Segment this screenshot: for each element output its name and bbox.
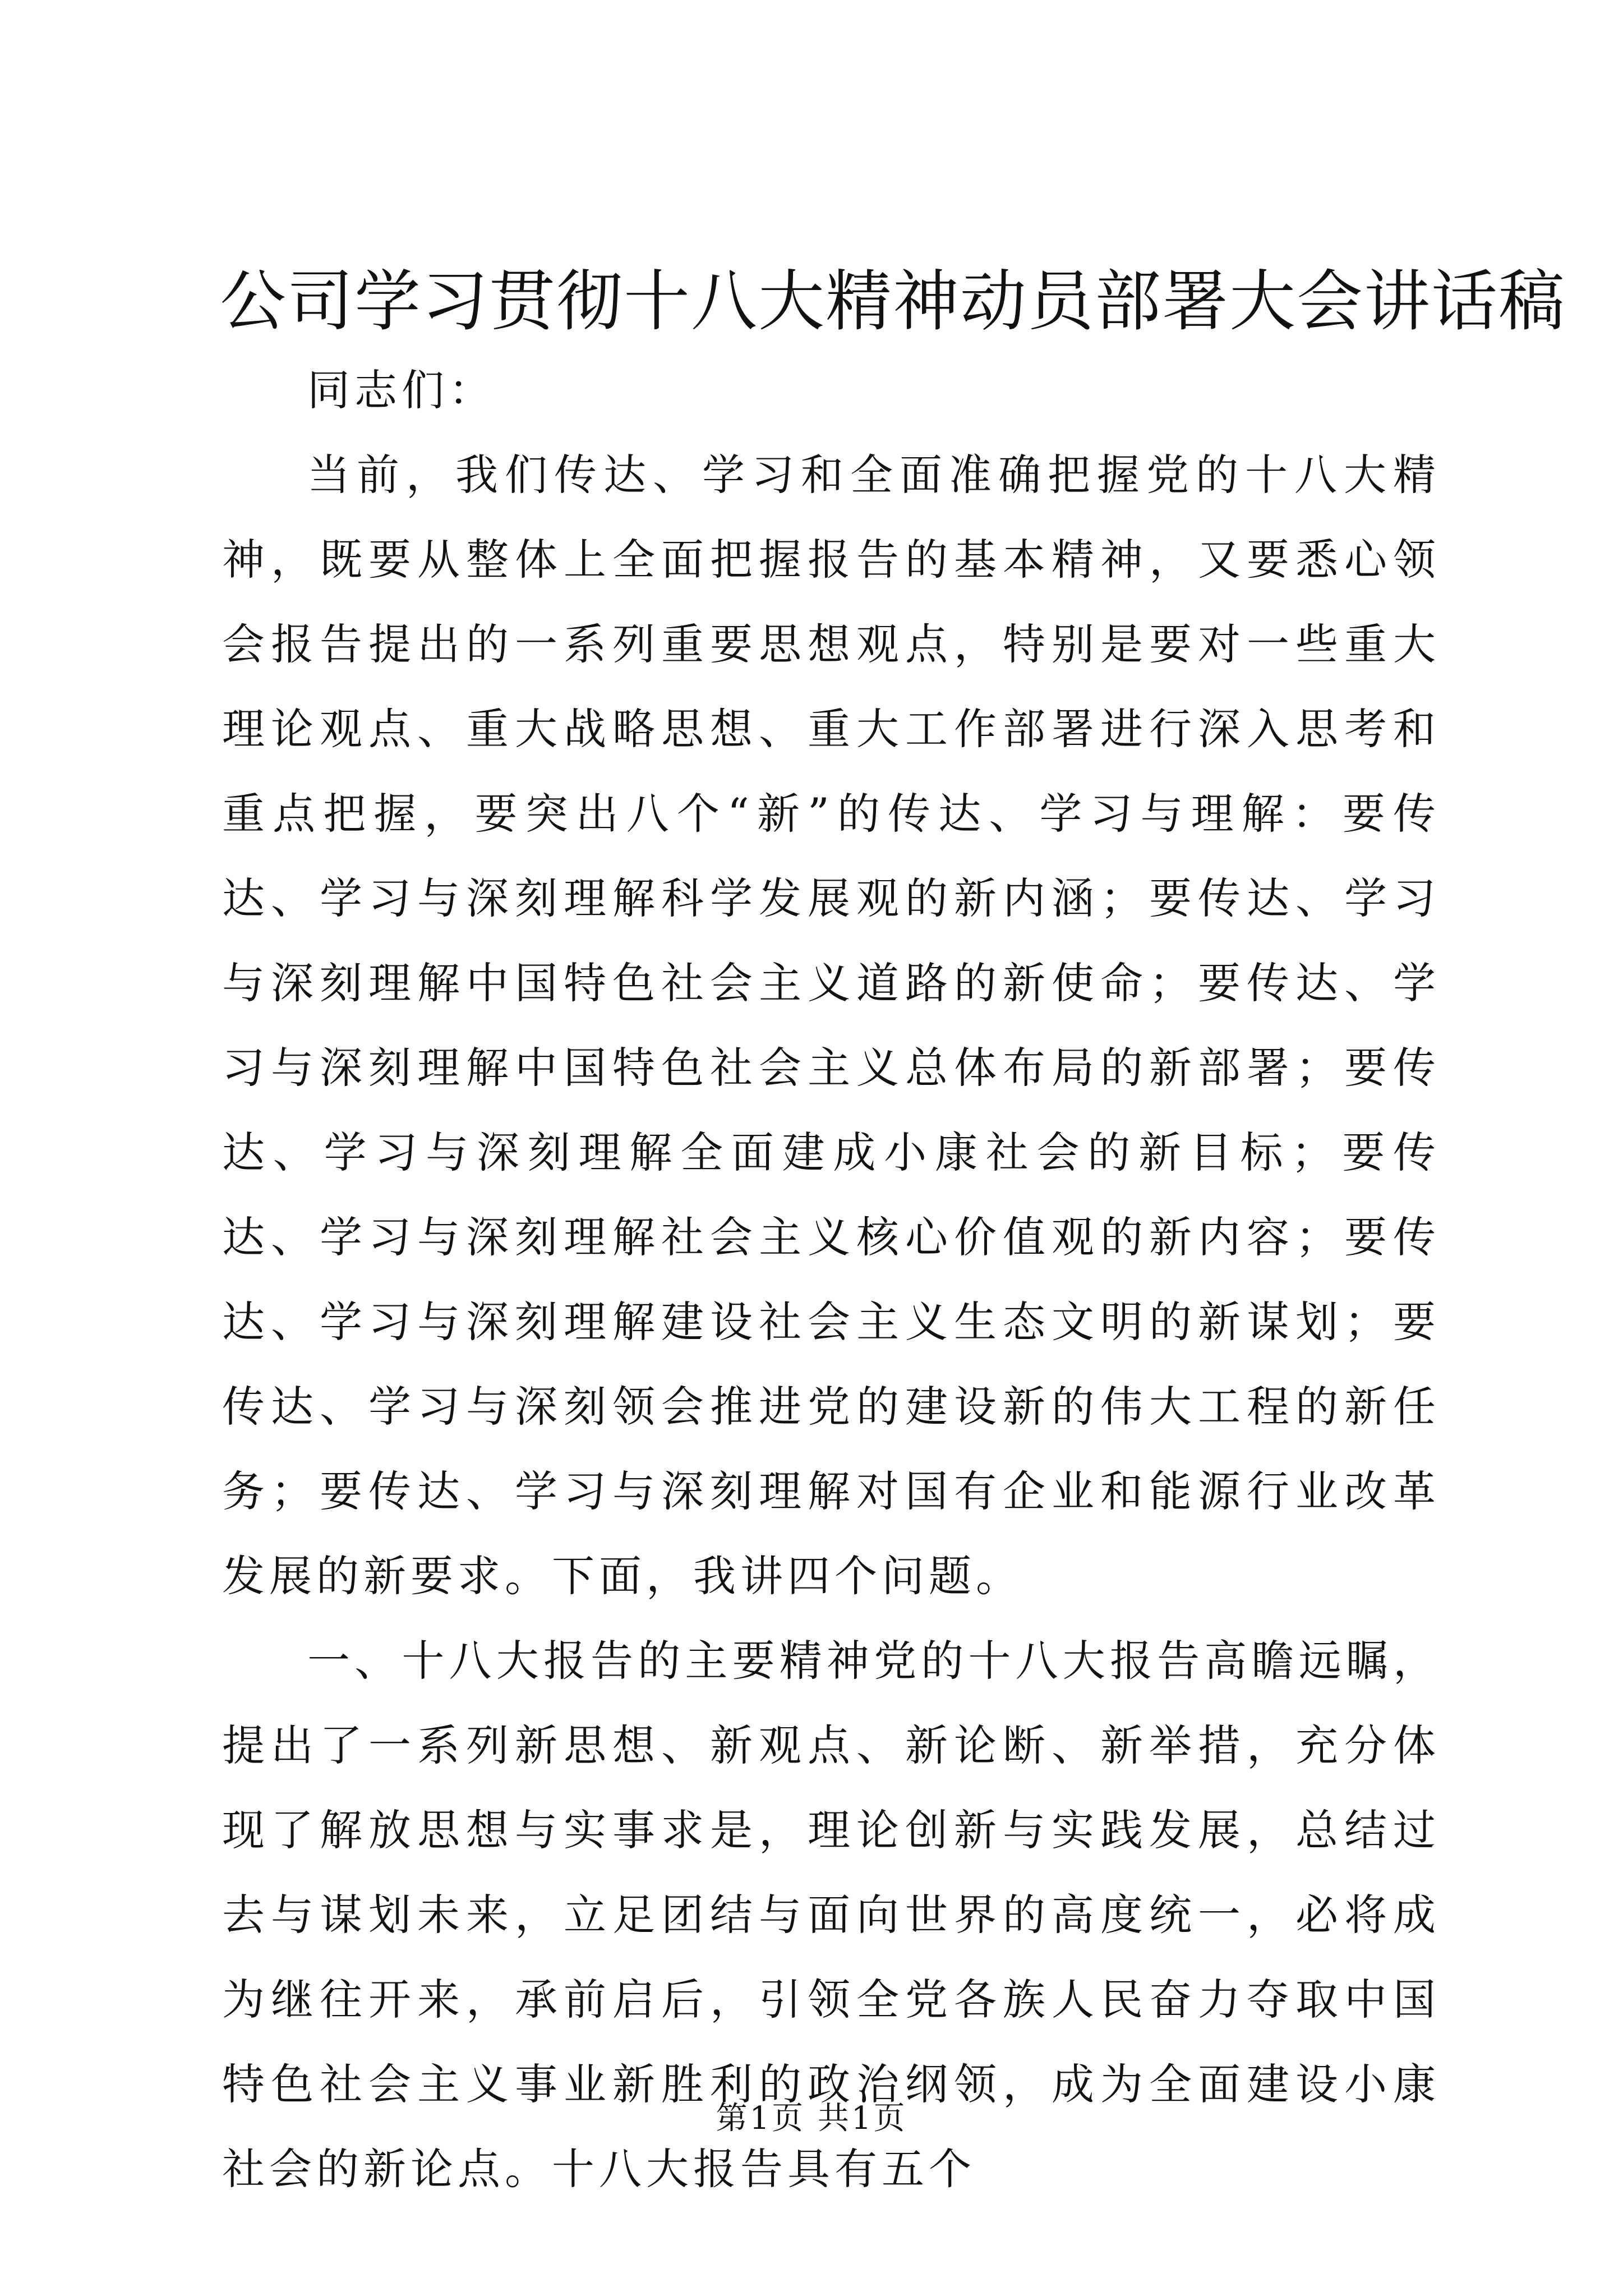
salutation-paragraph: 同志们： (307, 365, 496, 415)
page-footer: 第1页 共1页 (716, 2100, 907, 2137)
document-body (222, 348, 1440, 2211)
section-one-paragraph: 一、十八大报告的主要精神党的十八大报告高瞻远瞩，提出了一系列新思想、新观点、新论断、新举措，充分体现了解放思想与实事求是，理论创新与实践发展，总结过去与谋划未来，立足团结与面向世界的高度统一，必将成为继往开来，承前启后，引领全党各族人民奋力夺取中国特色社会主义事业新胜利的政治纲领，成为全面建设小康社会的新论点。十八大报告具有五个 (222, 1636, 1440, 2194)
intro-paragraph: 当前，我们传达、学习和全面准确把握党的十八大精神，既要从整体上全面把握报告的基本精神，又要悉心领会报告提出的一系列重要思想观点，特别是要对一些重大理论观点、重大战略思想、重大工作部署进行深入思考和重点把握，要突出八个“新”的传达、学习与理解：要传达、学习与深刻理解科学发展观的新内涵；要传达、学习与深刻理解中国特色社会主义道路的新使命；要传达、学习与深刻理解中国特色社会主义总体布局的新部署；要传达、学习与深刻理解全面建成小康社会的新目标；要传达、学习与深刻理解社会主义核心价值观的新内容；要传达、学习与深刻理解建设社会主义生态文明的新谋划；要传达、学习与深刻领会推进党的建设新的伟大工程的新任务；要传达、学习与深刻理解对国有企业和能源行业改革发展的新要求。下面，我讲四个问题。 (222, 450, 1440, 1601)
document-title: 公司学习贯彻十八大精神动员部署大会讲话稿 (220, 263, 1566, 340)
